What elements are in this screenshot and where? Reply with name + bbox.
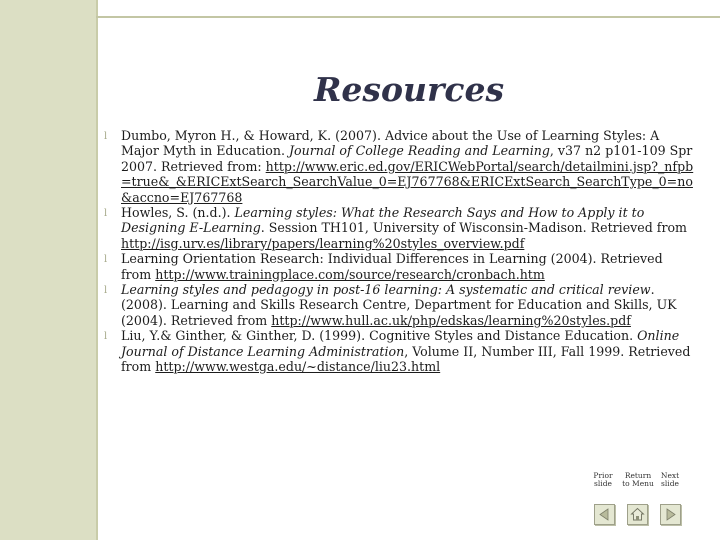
reference-title: Learning styles: What the Research Says and How to Apply it to Designing E-Learning [121,205,645,236]
reference-title: Learning styles and pedagogy in post-16 learning: A systematic and critical review [121,282,651,298]
reference-text: Learning Orientation Research: Individual Differences in Learning (2004). Retrieved from [121,251,663,282]
left-sidebar-band [0,0,96,540]
next-slide-button[interactable] [660,504,681,525]
arrow-left-icon [597,507,612,522]
reference-text-tail: , Volume II, Number III, Fall 1999. Retrieved from [121,343,691,375]
reference-link[interactable]: http://www.westga.edu/~distance/liu23.html [155,359,441,375]
reference-list [104,128,694,375]
reference-text-tail: , v37 n2 p101-109 Spr 2007. Retrieved from: [121,143,693,174]
reference-item [104,328,694,374]
bullet-icon: l [104,285,108,297]
reference-journal: Online Journal of Distance Learning Administration [121,328,680,359]
next-slide-label: Next slide [660,471,680,488]
reference-text-tail: . (2008). Learning and Skills Research Centre, Department for Education and Skills, UK (2004). Retrieved from [121,282,677,328]
bullet-icon: l [104,331,108,343]
prior-slide-label: Prior slide [593,471,613,488]
reference-text: Liu, Y.& Ginther, & Ginther, D. (1999). Cognitive Styles and Distance Education. [121,328,638,344]
top-rule [96,16,720,18]
arrow-right-icon [663,507,678,522]
reference-link[interactable]: http://www.trainingplace.com/source/research/cronbach.htm [155,266,545,282]
reference-text: Howles, S. (n.d.). [121,205,235,221]
reference-item [104,282,694,328]
reference-link[interactable]: http://www.eric.ed.gov/ERICWebPortal/search/detailmini.jsp?_nfpb=true&_&ERICExtSearch_SearchValue_0=EJ767768&ERICExtSearch_SearchType_0=no&accno=EJ767768 [121,158,694,205]
reference-item [104,251,694,282]
prior-slide-button[interactable] [594,504,615,525]
slide-title: Resources [313,70,505,109]
reference-link[interactable]: http://isg.urv.es/library/papers/learning%20styles_overview.pdf [121,235,525,251]
reference-text: Dumbo, Myron H., & Howard, K. (2007). Advice about the Use of Learning Styles: A Major Myth in Education. [121,128,660,159]
bullet-icon: l [104,254,108,266]
bullet-icon: l [104,208,108,220]
return-menu-label: Return to Menu [622,471,654,488]
reference-item [104,205,694,251]
reference-link[interactable]: http://www.hull.ac.uk/php/edskas/learning%20styles.pdf [271,312,631,328]
home-icon [630,507,645,522]
reference-item [104,128,694,205]
reference-journal: Journal of College Reading and Learning [288,143,550,159]
return-menu-button[interactable] [627,504,648,525]
bullet-icon: l [104,131,108,142]
reference-text-tail: . Session TH101, University of Wisconsin-Madison. Retrieved from [260,220,687,236]
